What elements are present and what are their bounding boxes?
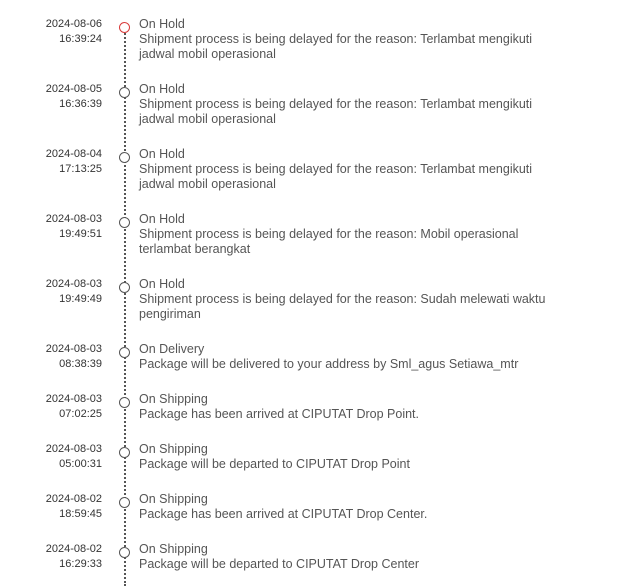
- event-body: [139, 147, 569, 192]
- event-datetime: [46, 147, 102, 177]
- event-description: Shipment process is being delayed for the reason: Terlambat mengikuti jadwal mobil operasional: [139, 32, 533, 61]
- event-status: On Shipping: [139, 542, 208, 556]
- event-datetime: [46, 492, 102, 522]
- event-body: [139, 392, 569, 422]
- status-dot-icon: [119, 217, 130, 228]
- event-datetime: [46, 442, 102, 472]
- event-description: Package will be delivered to your address by Sml_agus Setiawa_mtr: [139, 357, 519, 371]
- event-body: [139, 277, 569, 322]
- event-description: Shipment process is being delayed for the reason: Sudah melewati waktu pengiriman: [139, 292, 546, 321]
- status-dot-icon: [119, 347, 130, 358]
- event-time: 05:00:31: [59, 458, 102, 470]
- event-date: 2024-08-03: [45, 393, 102, 405]
- event-description: Shipment process is being delayed for the reason: Mobil operasional terlambat berangkat: [139, 227, 519, 256]
- event-status: On Hold: [139, 147, 185, 161]
- status-dot-icon: [119, 87, 130, 98]
- status-dot-icon: [119, 547, 130, 558]
- status-dot-icon: [119, 22, 130, 33]
- event-description: Package will be departed to CIPUTAT Drop Point: [139, 457, 410, 471]
- event-date: 2024-08-05: [45, 83, 102, 95]
- event-status: On Shipping: [139, 392, 208, 406]
- event-body: [139, 442, 569, 472]
- event-status: On Hold: [139, 277, 185, 291]
- status-dot-icon: [119, 447, 130, 458]
- event-datetime: [46, 342, 102, 372]
- event-status: On Shipping: [139, 492, 208, 506]
- event-body: [139, 212, 569, 257]
- event-time: 16:39:24: [59, 33, 102, 45]
- status-dot-icon: [119, 497, 130, 508]
- event-time: 17:13:25: [59, 163, 102, 175]
- event-time: 07:02:25: [59, 408, 102, 420]
- event-time: 08:38:39: [59, 358, 102, 370]
- event-time: 18:59:45: [59, 508, 102, 520]
- event-date: 2024-08-06: [45, 18, 102, 30]
- event-time: 16:29:33: [59, 558, 102, 570]
- event-time: 16:36:39: [59, 98, 102, 110]
- event-body: [139, 342, 569, 372]
- event-datetime: [46, 17, 102, 47]
- event-body: [139, 542, 569, 572]
- event-status: On Hold: [139, 17, 185, 31]
- event-date: 2024-08-03: [45, 213, 102, 225]
- event-description: Package has been arrived at CIPUTAT Drop Point.: [139, 407, 419, 421]
- event-date: 2024-08-03: [45, 443, 102, 455]
- event-date: 2024-08-03: [45, 343, 102, 355]
- event-description: Shipment process is being delayed for the reason: Terlambat mengikuti jadwal mobil operasional: [139, 97, 533, 126]
- event-description: Package has been arrived at CIPUTAT Drop Center.: [139, 507, 428, 521]
- event-description: Package will be departed to CIPUTAT Drop Center: [139, 557, 419, 571]
- event-time: 19:49:51: [59, 228, 102, 240]
- event-status: On Hold: [139, 212, 185, 226]
- event-body: [139, 17, 569, 62]
- event-datetime: [46, 82, 102, 112]
- event-time: 19:49:49: [59, 293, 102, 305]
- event-datetime: [46, 212, 102, 242]
- event-date: 2024-08-02: [45, 543, 102, 555]
- event-status: On Hold: [139, 82, 185, 96]
- event-status: On Delivery: [139, 342, 205, 356]
- status-dot-icon: [119, 152, 130, 163]
- event-status: On Shipping: [139, 442, 208, 456]
- event-datetime: [46, 392, 102, 422]
- event-datetime: [46, 542, 102, 572]
- event-description: Shipment process is being delayed for the reason: Terlambat mengikuti jadwal mobil operasional: [139, 162, 533, 191]
- event-date: 2024-08-02: [45, 493, 102, 505]
- status-dot-icon: [119, 282, 130, 293]
- event-datetime: [46, 277, 102, 307]
- event-date: 2024-08-04: [45, 148, 102, 160]
- status-dot-icon: [119, 397, 130, 408]
- event-body: [139, 492, 569, 522]
- event-body: [139, 82, 569, 127]
- event-date: 2024-08-03: [45, 278, 102, 290]
